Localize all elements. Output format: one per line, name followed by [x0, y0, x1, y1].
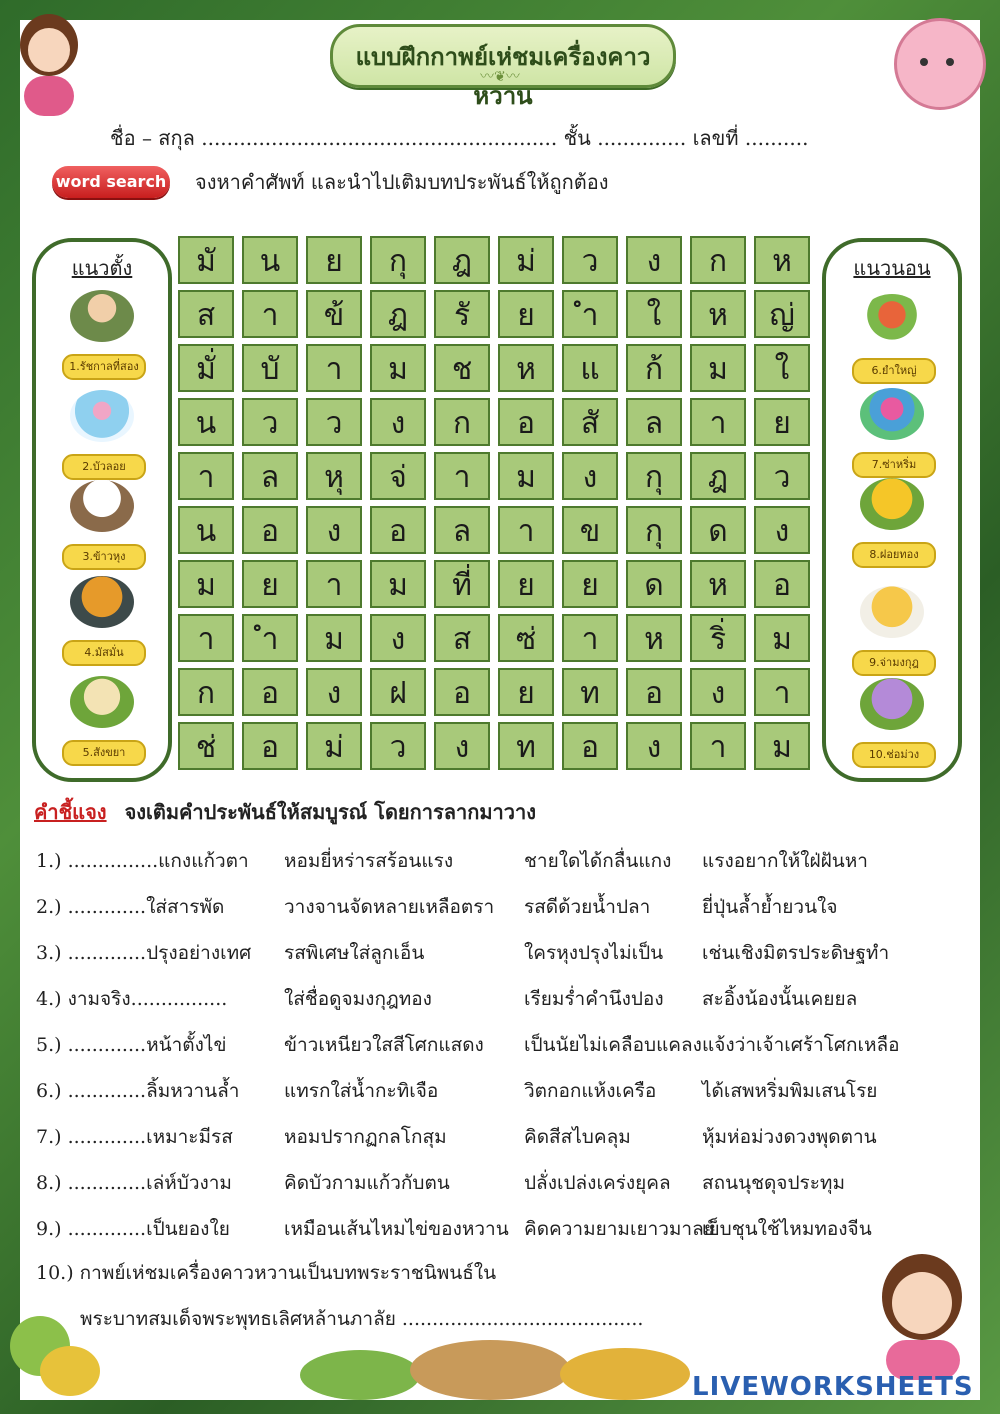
poem-line-text: เช่นเชิงมิตรประดิษฐทำ [702, 942, 890, 964]
grid-cell[interactable]: ย [754, 398, 810, 446]
poem-line-text: เหมือนเส้นไหมไข่ของหวาน [284, 1218, 509, 1240]
grid-cell[interactable]: ว [562, 236, 618, 284]
pink-dessert-decoration [890, 8, 986, 108]
grid-cell[interactable]: ห [690, 560, 746, 608]
grid-cell[interactable]: ง [306, 506, 362, 554]
grid-cell[interactable]: ห [498, 344, 554, 392]
grid-cell[interactable]: ท [562, 668, 618, 716]
grid-cell[interactable]: ง [370, 614, 426, 662]
grid-cell[interactable]: ม [370, 344, 426, 392]
girl-mascot-bottom-right [868, 1250, 978, 1380]
word-label: 4.มัสมั่น [62, 640, 146, 666]
grid-cell[interactable]: กุ [370, 236, 426, 284]
foi-thong-icon [860, 478, 924, 530]
grid-cell[interactable]: ห [626, 614, 682, 662]
grid-cell[interactable]: ซ่ [498, 614, 554, 662]
grid-cell[interactable]: ม [754, 614, 810, 662]
word-label: 1.รัชกาลที่สอง [62, 354, 146, 380]
grid-cell[interactable]: ฎ [690, 452, 746, 500]
grid-cell[interactable]: ริ่ [690, 614, 746, 662]
grid-cell[interactable]: ย [498, 668, 554, 716]
grid-cell[interactable]: ว [242, 398, 298, 446]
poem-line-text: คิดความยามเยาวมาลย์ [524, 1218, 715, 1240]
grid-cell[interactable]: ม [370, 560, 426, 608]
grid-cell[interactable]: ส [178, 290, 234, 338]
grid-cell[interactable]: า [178, 452, 234, 500]
grid-cell[interactable]: อ [434, 668, 490, 716]
poem-line-text: แรงอยากให้ใฝ่ฝันหา [702, 850, 868, 872]
grid-cell[interactable]: ง [306, 668, 362, 716]
grid-cell[interactable]: ง [754, 506, 810, 554]
girl-mascot-top-left [6, 8, 90, 118]
grid-cell[interactable]: หุ [306, 452, 362, 500]
poem-line-text: ปลั่งเปล่งเคร่งยุคล [524, 1172, 671, 1194]
grid-cell[interactable]: ล [242, 452, 298, 500]
grid-cell[interactable]: อ [242, 668, 298, 716]
poem-line-text: ใครหุงปรุงไม่เป็น [524, 942, 664, 964]
instruction-find-words: จงหาคำศัพท์ และนำไปเติมบทประพันธ์ให้ถูกต้อง [195, 170, 609, 194]
horizontal-words-panel [822, 238, 962, 782]
grid-cell[interactable]: ข้ [306, 290, 362, 338]
grid-cell[interactable]: ฝ [370, 668, 426, 716]
yam-salad-icon [860, 294, 924, 346]
grid-cell[interactable]: ท [498, 722, 554, 770]
poem-line-text: รสดีด้วยน้ำปลา [524, 896, 651, 918]
grid-cell[interactable]: า [690, 722, 746, 770]
grid-cell[interactable]: บั [242, 344, 298, 392]
word-search-badge: word search [52, 166, 170, 198]
word-label: 3.ข้าวหุง [62, 544, 146, 570]
poem-line-text: ใส่ชื่อดูจมงกุฎทอง [284, 988, 432, 1010]
word-label: 2.บัวลอย [62, 454, 146, 480]
grid-cell[interactable]: ม [690, 344, 746, 392]
grid-cell[interactable]: ห [690, 290, 746, 338]
grid-cell[interactable]: า [498, 506, 554, 554]
word-label: 7.ซ่าหริ่ม [852, 452, 936, 478]
grid-cell[interactable]: า [178, 614, 234, 662]
poem-line-blank[interactable]: 2.) .............ใส่สารพัด [36, 896, 225, 918]
directions-text: จงเติมคำประพันธ์ให้สมบูรณ์ โดยการลากมาวาง [124, 800, 536, 824]
word-label: 10.ช่อม่วง [852, 742, 936, 768]
poem-10-line-2: พระบาทสมเด็จพระพุทธเลิศหล้านภาลัย ........................................ [80, 1308, 644, 1330]
poem-line-blank[interactable]: 6.) .............ลิ้มหวานล้ำ [36, 1080, 240, 1102]
poem-line-text: รสพิเศษใส่ลูกเอ็น [284, 942, 425, 964]
poem-line-text: วิตกอกแห้งเครือ [524, 1080, 657, 1102]
grid-cell[interactable]: มั [178, 236, 234, 284]
grid-cell[interactable]: ใ [626, 290, 682, 338]
poem-line-text: เป็นนัยไม่เคลือบแคลง [524, 1034, 702, 1056]
grid-cell[interactable]: า [690, 398, 746, 446]
poem-line-blank[interactable]: 1.) ...............แกงแก้วตา [36, 850, 249, 872]
grid-cell[interactable]: ช่ [178, 722, 234, 770]
title-ornament: 〰❦〰 [480, 69, 520, 85]
page-title: แบบฝึกกาพย์เห่ชมเครื่องคาวหวาน [355, 42, 651, 110]
word-label: 8.ฝอยทอง [852, 542, 936, 568]
grid-cell[interactable]: ย [306, 236, 362, 284]
grid-cell[interactable]: กุ [626, 506, 682, 554]
grid-cell[interactable]: อ [242, 506, 298, 554]
poem-line-text: ชายใดได้กลื่นแกง [524, 850, 672, 872]
vertical-panel-title: แนวตั้ง [71, 256, 133, 280]
rice-bowl-icon [70, 480, 134, 532]
liveworksheets-watermark: LIVEWORKSHEETS [692, 1372, 974, 1402]
grid-cell[interactable]: ด [690, 506, 746, 554]
grid-cell[interactable]: มั่ [178, 344, 234, 392]
grid-cell[interactable]: ย [562, 560, 618, 608]
dessert-basket-decoration [300, 1330, 700, 1400]
vertical-words-panel [32, 238, 172, 782]
grid-cell[interactable]: อ [242, 722, 298, 770]
word-label: 6.ยำใหญ่ [852, 358, 936, 384]
poem-line-text: สถนนุชดุจประทุม [702, 1172, 845, 1194]
grid-cell[interactable]: จ่ [370, 452, 426, 500]
poem-line-text: หุ้มห่อม่วงดวงพุดตาน [702, 1126, 877, 1148]
grid-cell[interactable]: ก้ [626, 344, 682, 392]
cha-mongkut-icon [860, 586, 924, 638]
word-label: 5.สังขยา [62, 740, 146, 766]
grid-cell[interactable]: รั [434, 290, 490, 338]
grid-cell[interactable]: แ [562, 344, 618, 392]
grid-cell[interactable]: ก [178, 668, 234, 716]
grid-cell[interactable]: อ [562, 722, 618, 770]
grid-cell[interactable]: น [178, 506, 234, 554]
grid-cell[interactable]: ว [370, 722, 426, 770]
grid-cell[interactable]: ย [498, 560, 554, 608]
grid-cell[interactable]: อ [626, 668, 682, 716]
grid-cell[interactable]: ง [626, 236, 682, 284]
grid-cell[interactable]: ฎ [370, 290, 426, 338]
sangkhaya-icon [70, 676, 134, 728]
poem-line-text: หอมยี่หร่ารสร้อนแรง [284, 850, 454, 872]
grid-cell[interactable]: า [434, 452, 490, 500]
grid-cell[interactable]: ง [562, 452, 618, 500]
directions [34, 796, 536, 828]
grid-cell[interactable]: ง [434, 722, 490, 770]
massaman-curry-icon [70, 576, 134, 628]
directions-label: คำชี้แจง [34, 800, 107, 824]
horizontal-panel-title: แนวนอน [853, 256, 931, 280]
sarim-dessert-icon [860, 388, 924, 440]
poem-line-text: เย็บชุนใช้ไหมทองจีน [702, 1218, 872, 1240]
grid-cell[interactable]: ที่ [434, 560, 490, 608]
grid-cell[interactable]: ง [370, 398, 426, 446]
grid-cell[interactable]: า [562, 614, 618, 662]
poem-line-blank[interactable]: 8.) .............เล่ห์บัวงาม [36, 1172, 232, 1194]
grid-cell[interactable]: ม [754, 722, 810, 770]
grid-cell[interactable]: สั [562, 398, 618, 446]
grid-cell[interactable]: ม่ [498, 236, 554, 284]
grid-cell[interactable]: อ [370, 506, 426, 554]
grid-cell[interactable]: อ [754, 560, 810, 608]
grid-cell[interactable]: น [242, 236, 298, 284]
grid-cell[interactable]: ส [434, 614, 490, 662]
grid-cell[interactable]: น [178, 398, 234, 446]
grid-cell[interactable]: า [306, 344, 362, 392]
poem-line-blank[interactable]: 9.) .............เป็นยองใย [36, 1218, 230, 1240]
poem-line-text: แจ้งว่าเจ้าเศร้าโศกเหลือ [702, 1034, 900, 1056]
word-search-grid [178, 236, 814, 778]
poem-line-text: แทรกใส่น้ำกะทิเจือ [284, 1080, 439, 1102]
word-label: 9.จ่ามงกุฎ [852, 650, 936, 676]
name-class-number-line: ชื่อ – สกุล ........................................................ ชั้น .............. เลขที่ .......... [110, 126, 809, 150]
poem-line-text: ยี่ปุ่นล้ำย้ำยวนใจ [702, 896, 838, 918]
grid-cell[interactable]: ก [434, 398, 490, 446]
poem-line-text: คิดบัวกามแก้วกับตน [284, 1172, 450, 1194]
grid-cell[interactable]: ก [690, 236, 746, 284]
bua-loy-bowl-icon [70, 390, 134, 442]
grid-cell[interactable]: ด [626, 560, 682, 608]
grid-cell[interactable]: า [306, 560, 362, 608]
grid-cell[interactable]: ำ [242, 614, 298, 662]
poem-line-text: สะอิ้งน้องนั้นเคยยล [702, 988, 858, 1010]
grid-cell[interactable]: ช [434, 344, 490, 392]
king-portrait-icon [70, 290, 134, 342]
grid-cell[interactable]: ำ [562, 290, 618, 338]
grid-cell[interactable]: า [242, 290, 298, 338]
grid-cell[interactable]: ล [626, 398, 682, 446]
grid-cell[interactable]: ห [754, 236, 810, 284]
grid-cell[interactable]: า [754, 668, 810, 716]
grid-cell[interactable]: ม [306, 614, 362, 662]
poem-line-text: วางจานจัดหลายเหลือตรา [284, 896, 495, 918]
poem-line-text: ได้เสพหริ่มพิมเสนโรย [702, 1080, 878, 1102]
grid-cell[interactable]: ล [434, 506, 490, 554]
poem-line-text: หอมปรากฏกลโกสุม [284, 1126, 447, 1148]
poem-line-text: เรียมร่ำคำนึงปอง [524, 988, 664, 1010]
poem-line-text: ข้าวเหนียวใสสีโศกแสดง [284, 1034, 484, 1056]
grid-cell[interactable]: กุ [626, 452, 682, 500]
grid-cell[interactable]: ว [754, 452, 810, 500]
grid-cell[interactable]: ญ่ [754, 290, 810, 338]
cho-muang-flower-icon [860, 678, 924, 730]
poem-line-blank[interactable]: 4.) งามจริง................ [36, 988, 228, 1010]
grid-cell[interactable]: ใ [754, 344, 810, 392]
poem-line-blank[interactable]: 7.) .............เหมาะมีรส [36, 1126, 233, 1148]
grid-cell[interactable]: ง [690, 668, 746, 716]
grid-cell[interactable]: ฎ [434, 236, 490, 284]
poem-line-blank[interactable]: 5.) .............หน้าตั้งไข่ [36, 1034, 227, 1056]
poem-line-blank[interactable]: 3.) .............ปรุงอย่างเทศ [36, 942, 252, 964]
grid-cell[interactable]: ข [562, 506, 618, 554]
grid-cell[interactable]: ง [626, 722, 682, 770]
grid-cell[interactable]: ว [306, 398, 362, 446]
grid-cell[interactable]: ย [498, 290, 554, 338]
grid-cell[interactable]: ม [498, 452, 554, 500]
grid-cell[interactable]: ม่ [306, 722, 362, 770]
grid-cell[interactable]: ย [242, 560, 298, 608]
grid-cell[interactable]: อ [498, 398, 554, 446]
poem-line-text: คิดสีสไบคลุม [524, 1126, 631, 1148]
grid-cell[interactable]: ม [178, 560, 234, 608]
poem-10-line-1: 10.) กาพย์เห่ชมเครื่องคาวหวานเป็นบทพระราชนิพนธ์ใน [36, 1262, 497, 1284]
